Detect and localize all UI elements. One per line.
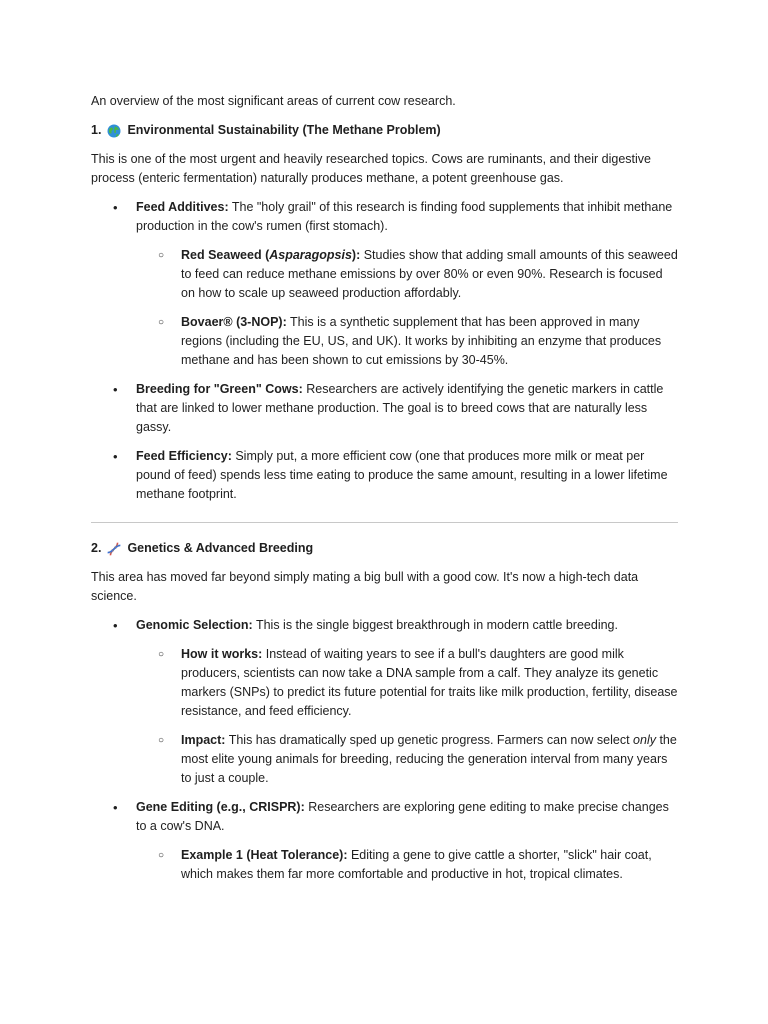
item-text: Instead of waiting years to see if a bull's daughters are good milk producers, scientists can now take a DNA sample from a calf. They analyze its genetic markers (SNPs) to predict its future potential for traits like milk production, fertility, disease resistance, and feed efficiency. (181, 647, 678, 718)
section-2-list (91, 616, 678, 884)
item-label: Breeding for "Green" Cows: (136, 382, 303, 396)
section-2-paragraph: This area has moved far beyond simply mating a big bull with a good cow. It's now a high-tech data science. (91, 570, 639, 603)
item-label: Bovaer® (3-NOP): (181, 315, 287, 329)
section-1-paragraph: This is one of the most urgent and heavily researched topics. Cows are ruminants, and their digestive process (enteric fermentation) naturally produces methane, a potent greenhouse gas. (91, 152, 652, 185)
globe-icon (107, 124, 121, 138)
sub-list-item (136, 645, 678, 721)
item-label: Gene Editing (e.g., CRISPR): (136, 800, 305, 814)
item-text: Researchers are exploring gene editing to make precise changes to a cow's DNA. (136, 800, 669, 833)
item-label: Red Seaweed (Asparagopsis): (181, 248, 361, 262)
section-2-heading (91, 539, 678, 558)
section-1-title: Environmental Sustainability (The Methane Problem) (127, 123, 441, 137)
sub-list (136, 846, 678, 884)
item-text: Researchers are actively identifying the genetic markers in cattle that are linked to lower methane production. The goal is to breed cows that are naturally less gassy. (136, 382, 664, 434)
sub-list (136, 645, 678, 788)
sub-list (136, 246, 678, 370)
section-1-list (91, 198, 678, 504)
intro-text: An overview of the most significant areas of current cow research. (91, 94, 456, 108)
item-label: How it works: (181, 647, 263, 661)
item-label: Feed Additives: (136, 200, 229, 214)
sub-list-item (136, 246, 678, 303)
list-item (91, 798, 678, 884)
section-2-title: Genetics & Advanced Breeding (127, 541, 314, 555)
list-item (91, 380, 678, 437)
item-label: Genomic Selection: (136, 618, 253, 632)
section-1-heading (91, 121, 678, 140)
item-text: Studies show that adding small amounts of this seaweed to feed can reduce methane emissions by over 80% or even 90%. Research is focused on how to scale up seaweed production affordably. (181, 248, 678, 300)
sub-list-item (136, 846, 678, 884)
item-text: Editing a gene to give cattle a shorter, "slick" hair coat, which makes them far more comfortable and productive in hot, tropical climates. (181, 848, 652, 881)
section-divider (91, 522, 678, 523)
section-2-number: 2. (91, 541, 102, 555)
sub-list-item (136, 313, 678, 370)
item-label: Impact: (181, 733, 226, 747)
section-1-number: 1. (91, 123, 102, 137)
item-text: Simply put, a more efficient cow (one that produces more milk or meat per pound of feed) spends less time eating to produce the same amount, resulting in a lower lifetime methane footprint. (136, 449, 668, 501)
item-text: This is the single biggest breakthrough in modern cattle breeding. (252, 618, 618, 632)
item-label: Feed Efficiency: (136, 449, 232, 463)
list-item (91, 616, 678, 788)
list-item (91, 447, 678, 504)
item-label: Example 1 (Heat Tolerance): (181, 848, 348, 862)
item-text: The "holy grail" of this research is finding food supplements that inhibit methane production in the cow's rumen (first stomach). (136, 200, 673, 233)
dna-icon (107, 542, 121, 556)
item-text: This has dramatically sped up genetic progress. Farmers can now select only the most elite young animals for breeding, reducing the generation interval from many years to just a couple. (181, 733, 677, 785)
sub-list-item (136, 731, 678, 788)
item-text: This is a synthetic supplement that has been approved in many regions (including the EU, US, and UK). It works by inhibiting an enzyme that produces methane and has been shown to cut emissions by 30-45%. (181, 315, 662, 367)
list-item (91, 198, 678, 370)
